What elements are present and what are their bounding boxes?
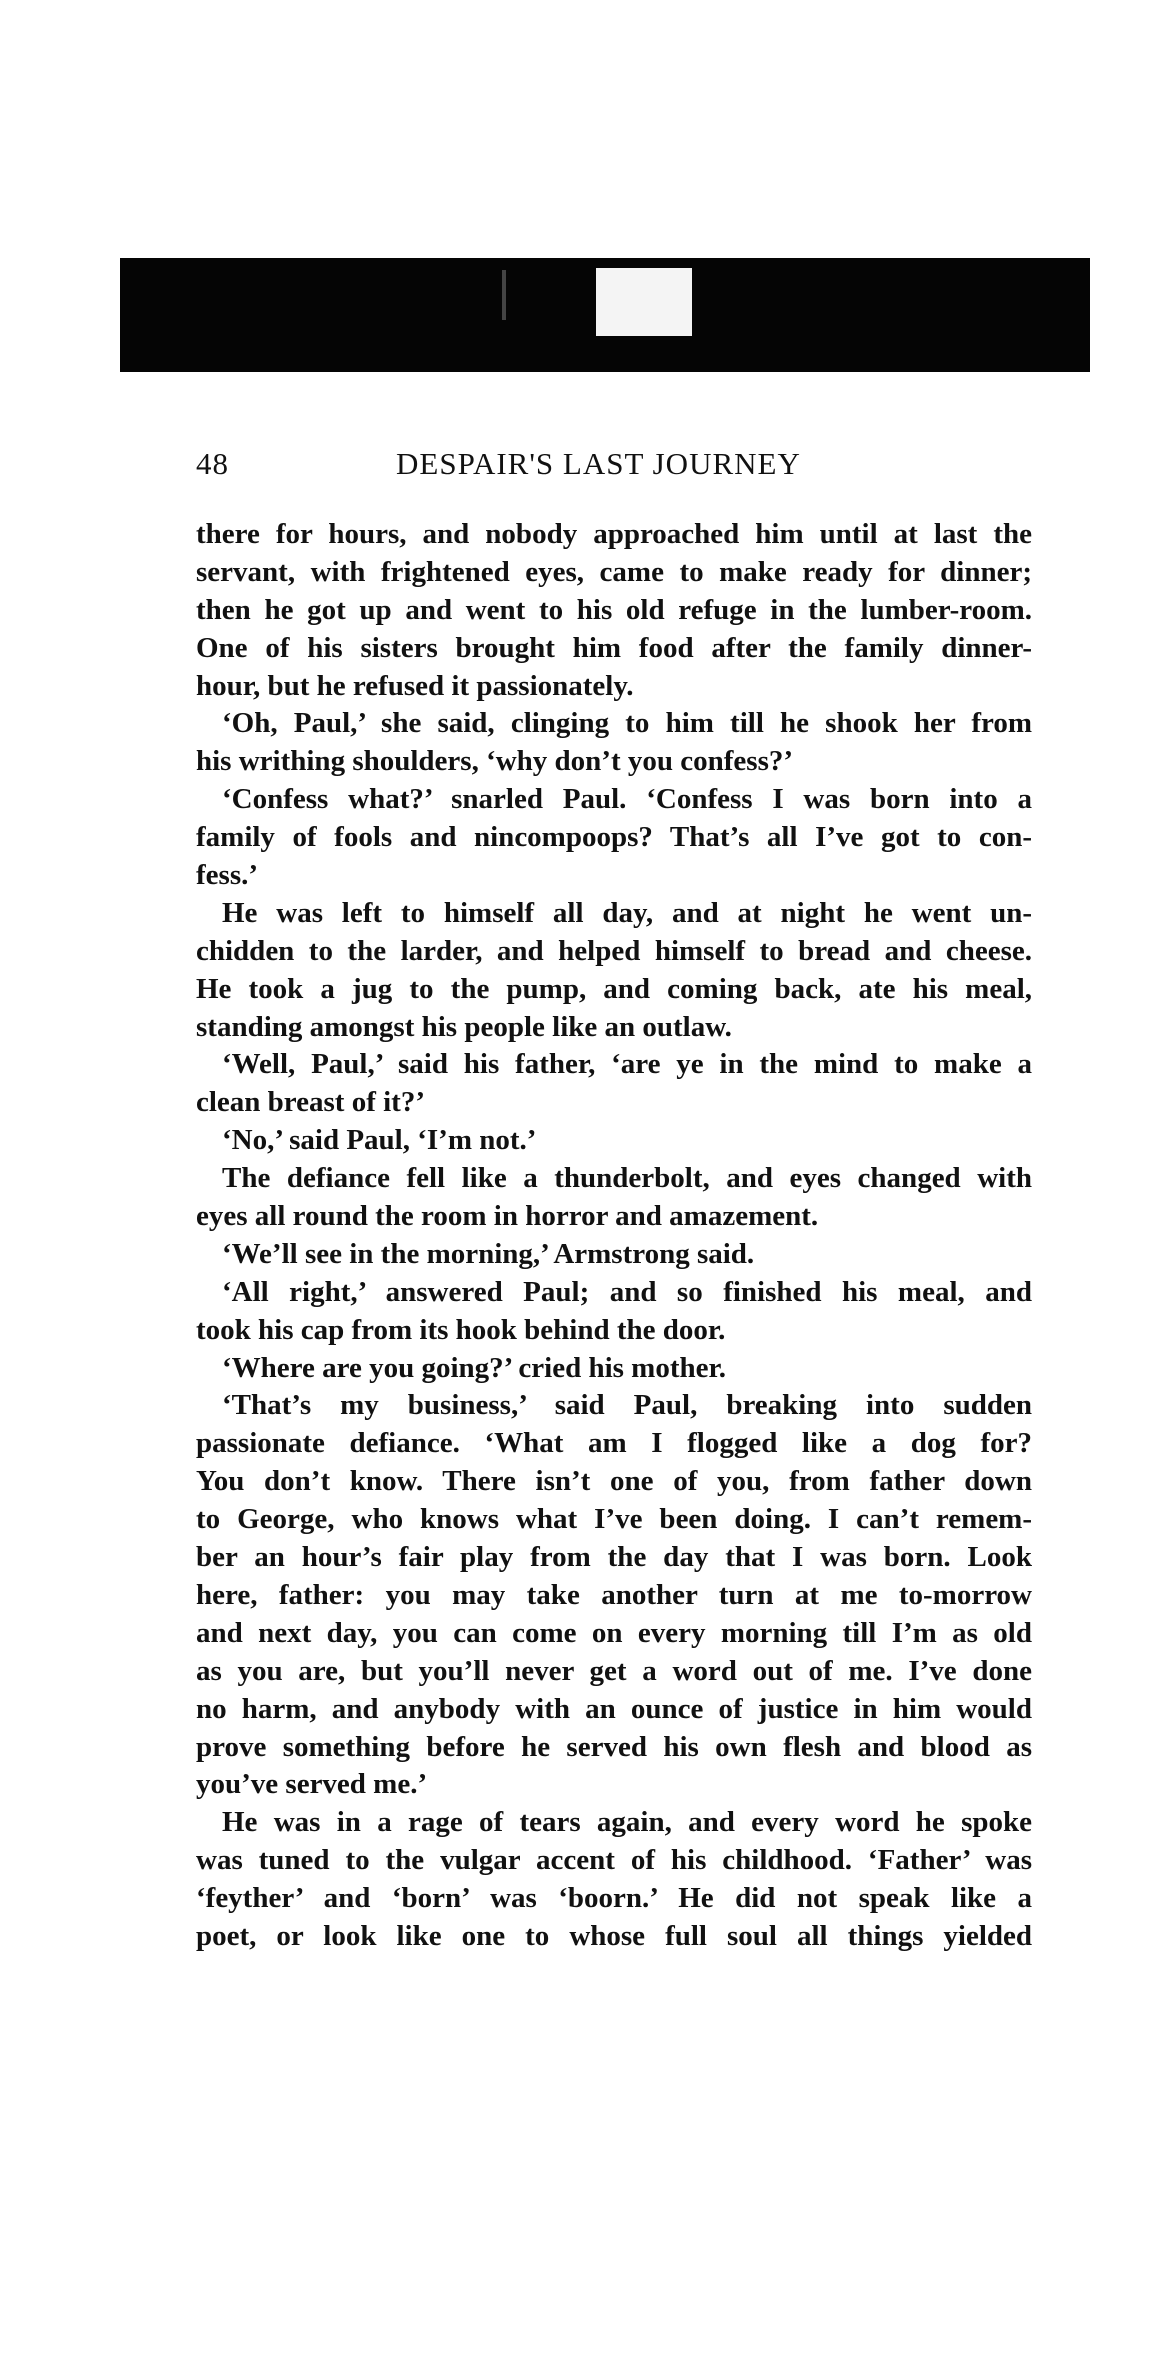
- text-line: The defiance fell like a thunderbolt, and eyes changed with: [222, 1162, 1032, 1195]
- text-line: poet, or look like one to whose full soul all things yielded: [196, 1919, 1032, 1952]
- text-line: ‘Oh, Paul,’ she said, clinging to him till he shook her from: [222, 707, 1032, 740]
- text-line: You don’t know. There isn’t one of you, from father down: [196, 1465, 1032, 1498]
- text-line: ‘Where are you going?’ cried his mother.: [222, 1351, 726, 1384]
- running-title: DESPAIR'S LAST JOURNEY: [396, 446, 801, 481]
- text-line: you’ve served me.’: [196, 1768, 428, 1801]
- text-line: He took a jug to the pump, and coming back, ate his meal,: [196, 972, 1032, 1005]
- text-line: family of fools and nincompoops? That’s all I’ve got to con-: [196, 821, 1032, 854]
- text-line: no harm, and anybody with an ounce of justice in him would: [196, 1692, 1032, 1725]
- text-line: eyes all round the room in horror and amazement.: [196, 1200, 819, 1233]
- text-line: He was left to himself all day, and at night he went un-: [222, 896, 1032, 929]
- text-line: ‘We’ll see in the morning,’ Armstrong said.: [222, 1237, 755, 1270]
- body-text: [196, 516, 1032, 1956]
- text-line: and next day, you can come on every morning till I’m as old: [196, 1616, 1032, 1649]
- scan-artifact-line: [502, 270, 506, 320]
- text-line: ‘No,’ said Paul, ‘I’m not.’: [222, 1124, 537, 1157]
- text-line: here, father: you may take another turn at me to-morrow: [196, 1578, 1032, 1611]
- scan-artifact-patch: [596, 268, 692, 336]
- text-line: then he got up and went to his old refuge in the lumber-room.: [196, 593, 1032, 626]
- text-line: hour, but he refused it passionately.: [196, 669, 634, 702]
- page-number: 48: [196, 446, 229, 481]
- text-line: to George, who knows what I’ve been doing. I can’t remem-: [196, 1503, 1032, 1536]
- text-line: servant, with frightened eyes, came to make ready for dinner;: [196, 555, 1032, 588]
- text-line: ‘All right,’ answered Paul; and so finished his meal, and: [222, 1275, 1032, 1308]
- text-line: standing amongst his people like an outlaw.: [196, 1010, 732, 1043]
- text-line: chidden to the larder, and helped himself to bread and cheese.: [196, 934, 1032, 967]
- text-line: ‘Well, Paul,’ said his father, ‘are ye in the mind to make a: [222, 1048, 1032, 1081]
- text-line: One of his sisters brought him food after the family dinner-: [196, 631, 1032, 664]
- text-line: took his cap from its hook behind the door.: [196, 1313, 726, 1346]
- text-line: He was in a rage of tears again, and every word he spoke: [222, 1806, 1032, 1839]
- text-line: ‘Confess what?’ snarled Paul. ‘Confess I was born into a: [222, 783, 1032, 816]
- text-line: as you are, but you’ll never get a word out of me. I’ve done: [196, 1654, 1032, 1687]
- text-line: ‘That’s my business,’ said Paul, breaking into sudden: [222, 1389, 1032, 1422]
- text-line: clean breast of it?’: [196, 1086, 425, 1119]
- text-line: ber an hour’s fair play from the day that I was born. Look: [196, 1541, 1032, 1574]
- text-line: passionate defiance. ‘What am I flogged like a dog for?: [196, 1427, 1032, 1460]
- page-header: [196, 446, 1032, 486]
- text-line: ‘feyther’ and ‘born’ was ‘boorn.’ He did not speak like a: [196, 1882, 1032, 1915]
- text-line: was tuned to the vulgar accent of his childhood. ‘Father’ was: [196, 1844, 1032, 1877]
- text-line: there for hours, and nobody approached him until at last the: [196, 518, 1032, 550]
- text-line: his writhing shoulders, ‘why don’t you confess?’: [196, 745, 794, 778]
- text-line: prove something before he served his own flesh and blood as: [196, 1730, 1032, 1763]
- text-line: fess.’: [196, 859, 259, 892]
